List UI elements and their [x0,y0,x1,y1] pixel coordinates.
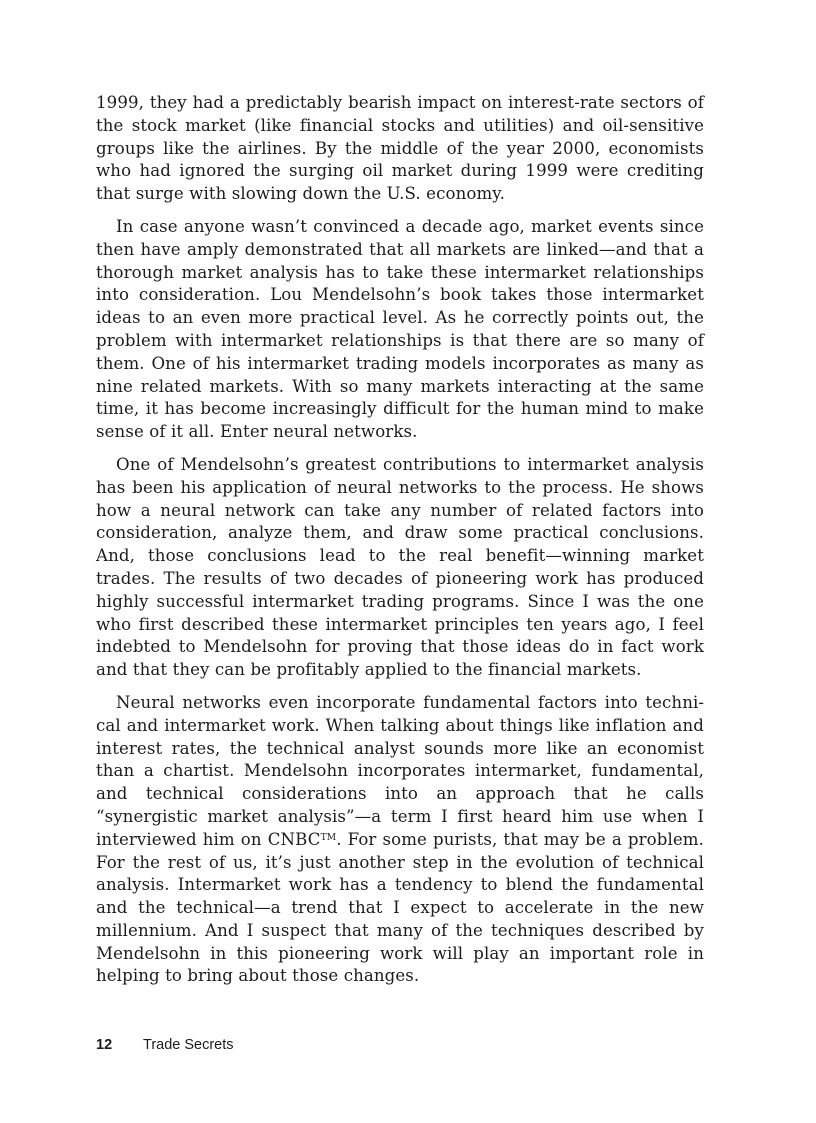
paragraph-2: In case anyone wasn’t convinced a decade ago, market events since then have amply demonstrated that all markets are linked—and that a thorough market analysis has to take these intermarket relationships into consideration. Lou Mendelsohn’s book takes those intermarket ideas to an even more practical level. As he correctly points out, the problem with intermarket relationships is that there are so many of them. One of his intermarket trading models incorporates as many as nine related markets. With so many markets interacting at the same time, it has become increasingly difficult for the human mind to make sense of it all. Enter neural networks. [96,216,704,442]
paragraph-4 [96,692,704,988]
page-number: 12 [96,1037,113,1053]
paragraph-4-part-2: . For some purists, that may be a problem. For the rest of us, it’s just another step in the evolution of technical analysis. Intermarket work has a tendency to blend the fundamental and the technical—a trend that I expect to accelerate in the new millennium. And I suspect that many of the techniques described by Mendelsohn in this pioneering work will play an important role in helping to bring about those changes. [96,829,704,986]
paragraph-3: One of Mendelsohn’s greatest contributions to intermarket analysis has been his application of neural networks to the process. He shows how a neural network can take any number of related factors into consideration, analyze them, and draw some practical conclusions. And, those conclusions lead to the real benefit—winning market trades. The results of two decades of pioneering work has produced highly successful intermarket trading programs. Since I was the one who first described these intermarket principles ten years ago, I feel indebted to Mendelsohn for proving that those ideas do in fact work and that they can be profitably applied to the financial markets. [96,454,704,680]
running-title: Trade Secrets [143,1037,234,1053]
paragraph-4-part-1: Neural networks even incorporate fundamental factors into technical and intermarket work. When talking about things like inflation and interest rates, the technical analyst sounds more like an economist than a chartist. Mendelsohn incorporates intermarket, fundamental, and technical considerations into an approach that he calls “synergistic market analysis”—a term I first heard him use when I interviewed him on CNBC [96,692,704,849]
page-footer [96,1037,234,1053]
trademark-symbol: TM [320,832,337,843]
paragraph-1: 1999, they had a predictably bearish impact on interest-rate sectors of the stock market (like financial stocks and utilities) and oil-sensitive groups like the airlines. By the middle of the year 2000, economists who had ignored the surging oil market during 1999 were crediting that surge with slowing down the U.S. economy. [96,93,704,204]
body-text [96,92,704,988]
